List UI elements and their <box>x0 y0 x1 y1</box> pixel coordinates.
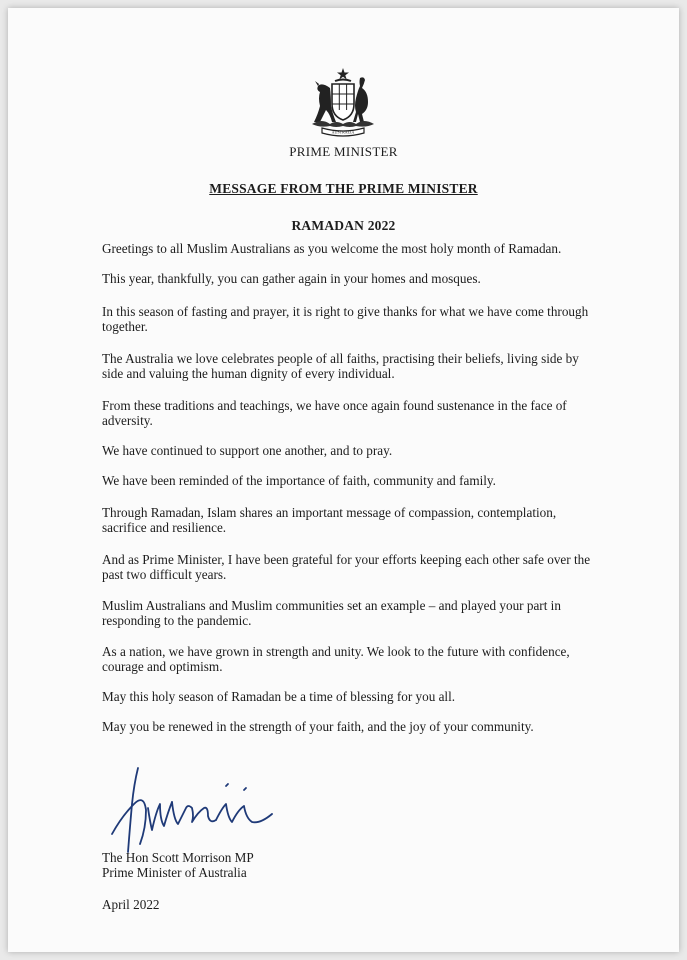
paragraph: And as Prime Minister, I have been grateful for your efforts keeping each other safe over the past two difficult years. <box>102 552 591 582</box>
paragraph: May you be renewed in the strength of your faith, and the joy of your community. <box>102 719 534 734</box>
page-title: MESSAGE FROM THE PRIME MINISTER <box>209 181 478 196</box>
paragraph: Muslim Australians and Muslim communities set an example – and played your part in responding to the pandemic. <box>102 598 561 628</box>
signature-image <box>108 764 288 860</box>
paragraph: As a nation, we have grown in strength and unity. We look to the future with confidence, courage and optimism. <box>102 644 570 674</box>
paragraph: Greetings to all Muslim Australians as you welcome the most holy month of Ramadan. <box>102 241 562 256</box>
letter-page <box>8 8 679 952</box>
paragraph: This year, thankfully, you can gather again in your homes and mosques. <box>102 271 481 286</box>
letter-date: April 2022 <box>102 897 160 912</box>
paragraph: From these traditions and teachings, we have once again found sustenance in the face of adversity. <box>102 398 567 428</box>
signatory-role: Prime Minister of Australia <box>102 865 247 880</box>
paragraph: The Australia we love celebrates people of all faiths, practising their beliefs, living side by side and valuing the human dignity of every individual. <box>102 351 579 381</box>
paragraph: May this holy season of Ramadan be a time of blessing for you all. <box>102 689 456 704</box>
svg-text:AUSTRALIA: AUSTRALIA <box>331 129 355 135</box>
paragraph: Through Ramadan, Islam shares an important message of compassion, contemplation, sacrifice and resilience. <box>102 505 557 535</box>
signatory-name: The Hon Scott Morrison MP <box>102 850 254 865</box>
page-subtitle: RAMADAN 2022 <box>291 218 396 233</box>
letterhead-office: PRIME MINISTER <box>289 144 398 159</box>
paragraph: In this season of fasting and prayer, it is right to give thanks for what we have come through together. <box>102 304 589 334</box>
coat-of-arms-icon <box>304 66 382 138</box>
paragraph: We have continued to support one another, and to pray. <box>102 443 393 458</box>
paragraph: We have been reminded of the importance of faith, community and family. <box>102 473 496 488</box>
